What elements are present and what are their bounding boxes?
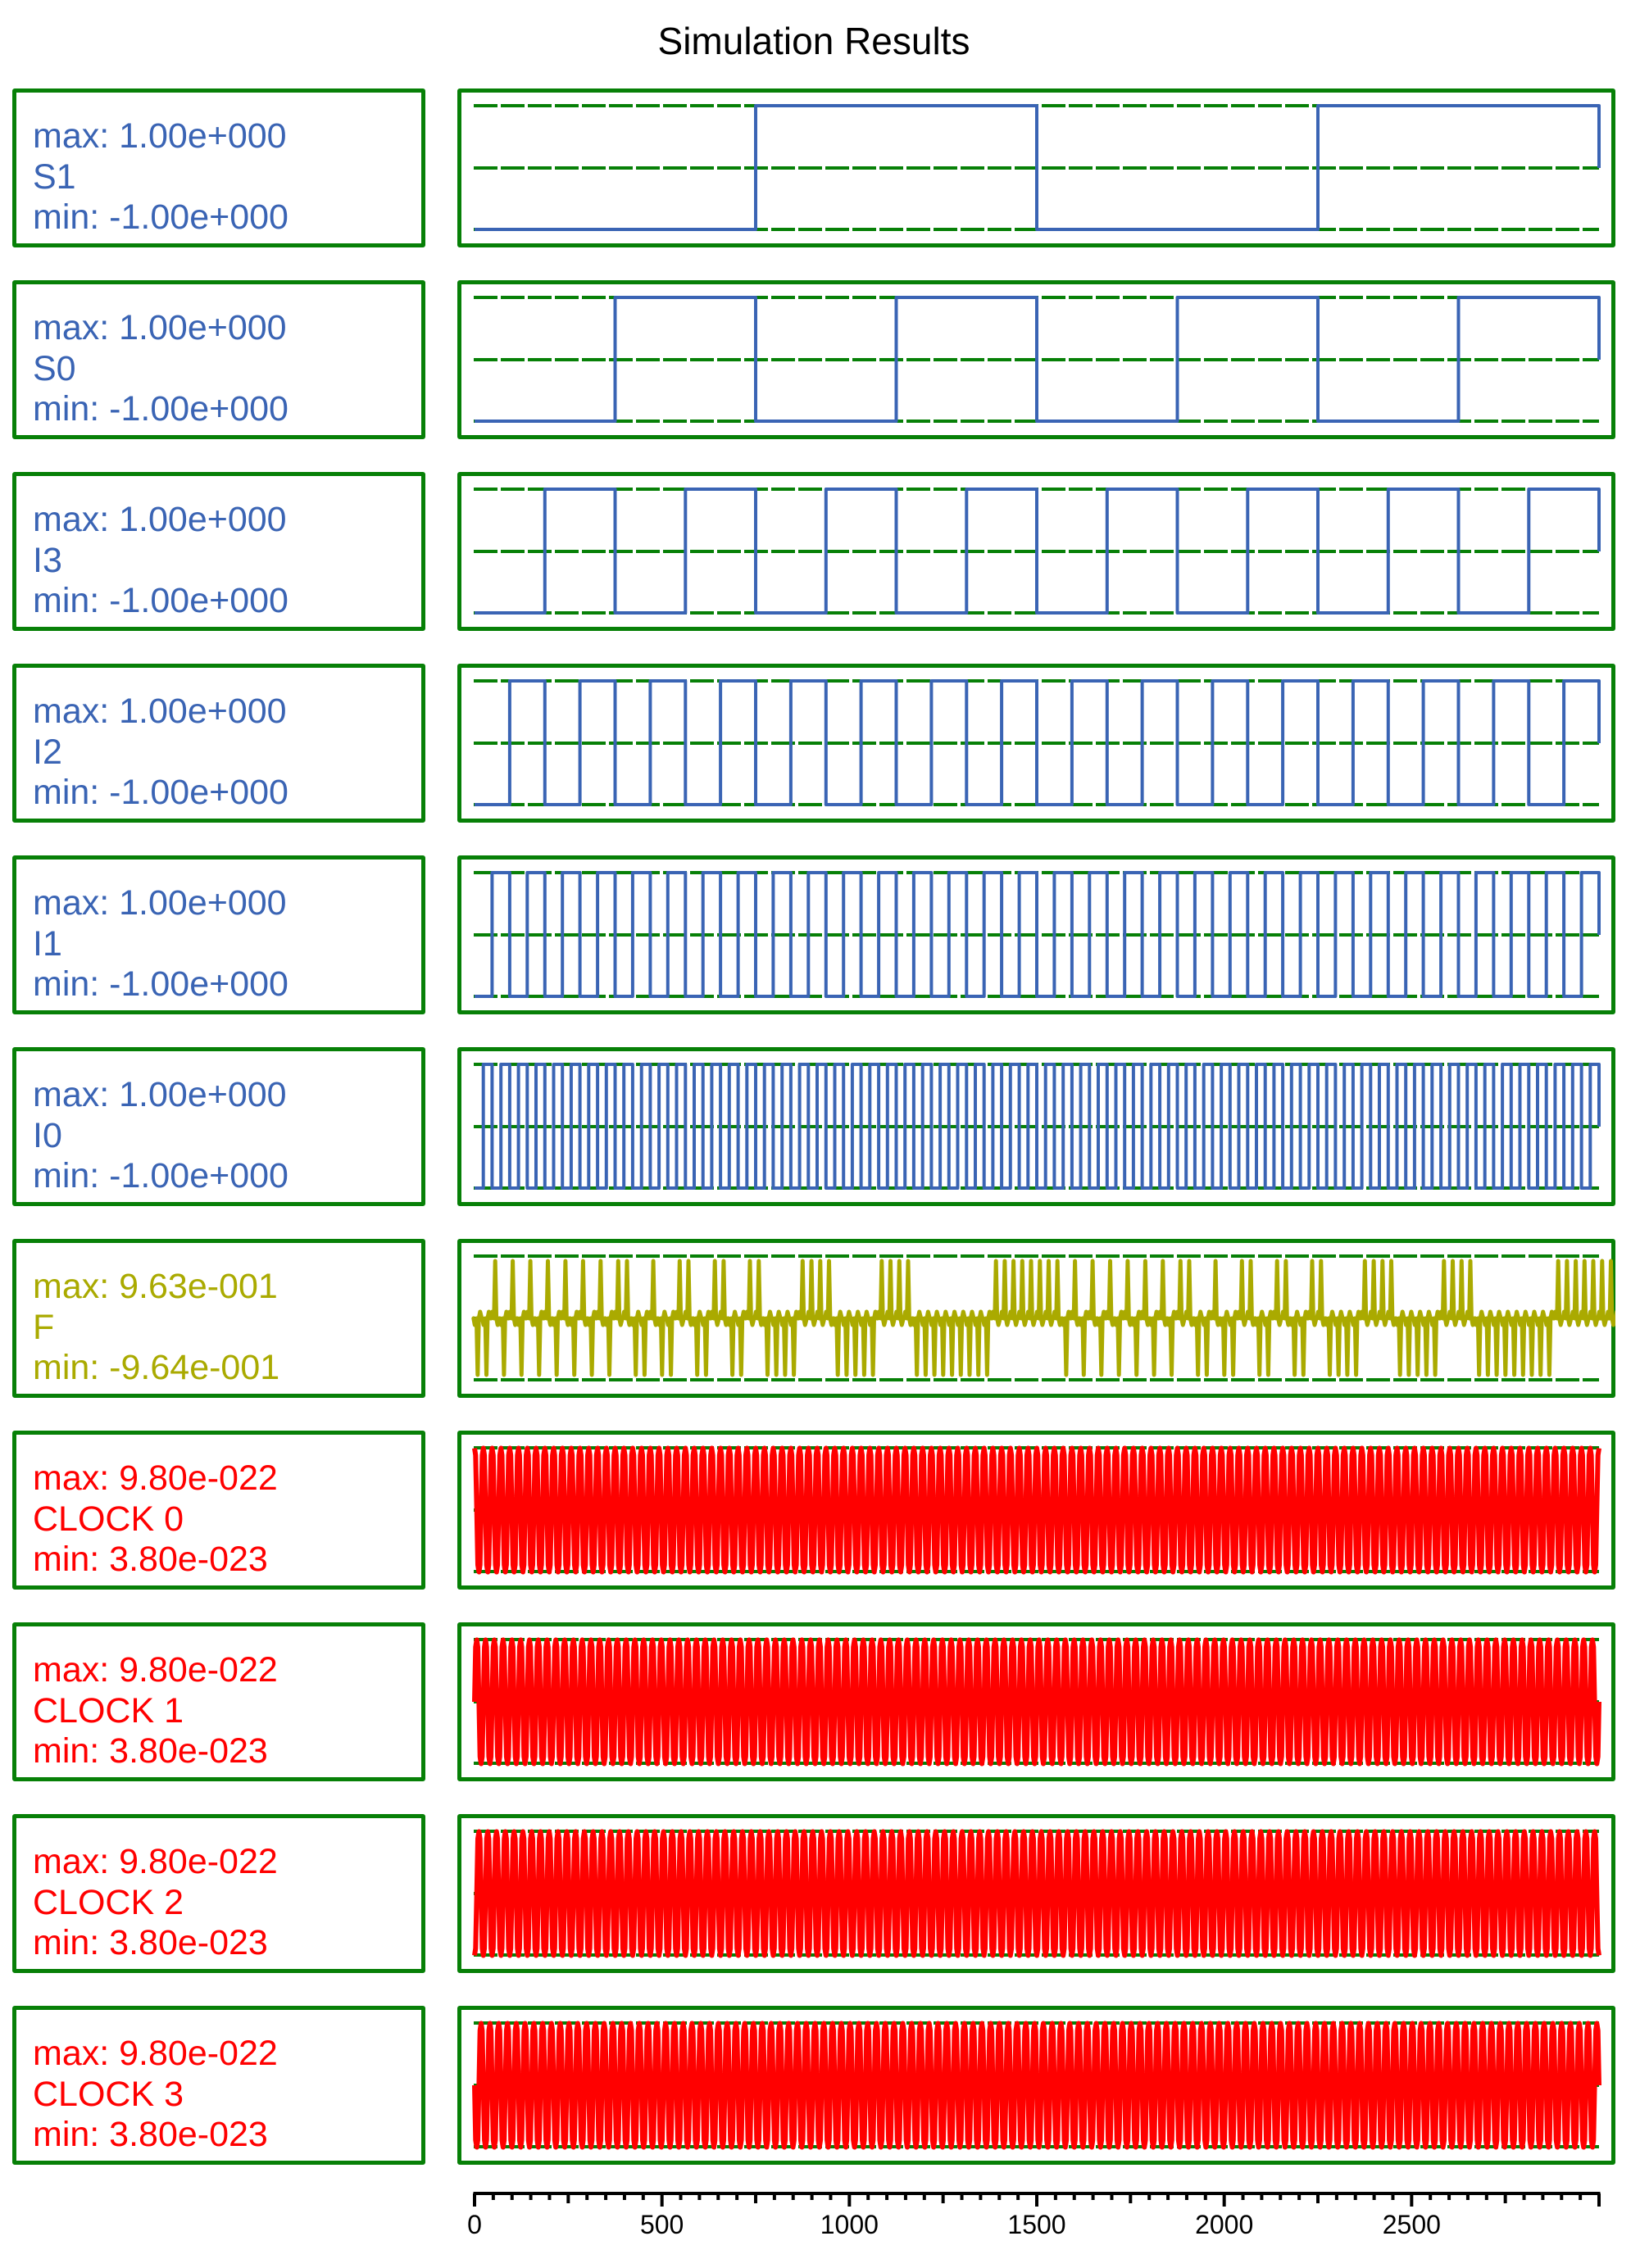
trace-panel-i0 <box>0 1047 1640 1206</box>
trace-plot <box>457 1047 1615 1206</box>
trace-name-label: S0 <box>33 349 76 388</box>
trace-max-label: max: 9.80e-022 <box>33 2034 278 2073</box>
trace-max-label: max: 1.00e+000 <box>33 692 287 731</box>
trace-panel-clock-3 <box>0 2006 1640 2165</box>
trace-waveform <box>475 2024 1599 2148</box>
trace-max-label: max: 9.63e-001 <box>33 1267 278 1306</box>
trace-panel-i1 <box>0 855 1640 1014</box>
trace-max-label: max: 9.80e-022 <box>33 1650 278 1690</box>
trace-max-label: max: 1.00e+000 <box>33 308 287 347</box>
trace-max-label: max: 9.80e-022 <box>33 1842 278 1881</box>
trace-name-label: I2 <box>33 733 62 772</box>
trace-plot <box>457 472 1615 631</box>
trace-plot <box>457 2006 1615 2165</box>
trace-plot-area <box>457 1814 1615 1973</box>
trace-label-box <box>12 88 425 247</box>
trace-min-label: min: 3.80e-023 <box>33 1923 268 1962</box>
x-tick-label: 0 <box>467 2210 482 2239</box>
trace-panel-s1 <box>0 88 1640 247</box>
trace-panel-s0 <box>0 280 1640 439</box>
trace-label-box <box>12 664 425 823</box>
trace-min-label: min: 3.80e-023 <box>33 2115 268 2154</box>
trace-name-label: CLOCK 2 <box>33 1883 184 1922</box>
trace-waveform <box>475 1449 1599 1572</box>
trace-panel-i3 <box>0 472 1640 631</box>
trace-panel-clock-0 <box>0 1431 1640 1590</box>
trace-label-box <box>12 280 425 439</box>
trace-plot <box>457 664 1615 823</box>
trace-max-label: max: 1.00e+000 <box>33 1075 287 1114</box>
trace-name-label: I0 <box>33 1116 62 1155</box>
x-tick-label: 1500 <box>1007 2210 1066 2239</box>
trace-label-box <box>12 1047 425 1206</box>
trace-max-label: max: 9.80e-022 <box>33 1458 278 1498</box>
trace-min-label: min: -1.00e+000 <box>33 1156 288 1195</box>
trace-panel-clock-1 <box>0 1622 1640 1781</box>
trace-plot-area <box>457 472 1615 631</box>
trace-plot-area <box>457 280 1615 439</box>
trace-panel-clock-2 <box>0 1814 1640 1973</box>
trace-min-label: min: 3.80e-023 <box>33 1540 268 1579</box>
trace-plot-area <box>457 1047 1615 1206</box>
trace-plot-area <box>457 1622 1615 1781</box>
trace-min-label: min: -1.00e+000 <box>33 197 288 237</box>
trace-plot <box>457 855 1615 1014</box>
trace-panel-i2 <box>0 664 1640 823</box>
trace-plot <box>457 1431 1615 1590</box>
trace-plot <box>457 1239 1615 1398</box>
chart-title: Simulation Results <box>657 20 970 62</box>
trace-min-label: min: -1.00e+000 <box>33 773 288 812</box>
trace-plot-area <box>457 664 1615 823</box>
x-tick-label: 500 <box>639 2210 684 2239</box>
trace-min-label: min: -9.64e-001 <box>33 1348 280 1387</box>
x-tick-label: 2000 <box>1195 2210 1254 2239</box>
trace-label-box <box>12 855 425 1014</box>
trace-label-box <box>12 1814 425 1973</box>
trace-max-label: max: 1.00e+000 <box>33 500 287 539</box>
trace-plot <box>457 1814 1615 1973</box>
trace-name-label: F <box>33 1308 55 1347</box>
trace-min-label: min: 3.80e-023 <box>33 1731 268 1771</box>
trace-plot <box>457 280 1615 439</box>
trace-name-label: CLOCK 1 <box>33 1691 184 1730</box>
trace-plot-area <box>457 2006 1615 2165</box>
trace-label-box <box>12 1622 425 1781</box>
trace-label-box <box>12 472 425 631</box>
trace-waveform <box>475 1832 1599 1956</box>
trace-max-label: max: 1.00e+000 <box>33 883 287 923</box>
trace-label-box <box>12 1431 425 1590</box>
x-tick-label: 2500 <box>1382 2210 1441 2239</box>
trace-waveform <box>474 1261 1615 1375</box>
x-axis-ticks <box>0 2180 1640 2212</box>
trace-name-label: I3 <box>33 541 62 580</box>
trace-plot-area <box>457 1239 1615 1398</box>
trace-min-label: min: -1.00e+000 <box>33 581 288 620</box>
trace-plot-area <box>457 1431 1615 1590</box>
x-tick-label: 1000 <box>820 2210 879 2239</box>
trace-min-label: min: -1.00e+000 <box>33 389 288 429</box>
trace-waveform <box>475 1640 1599 1764</box>
trace-name-label: CLOCK 0 <box>33 1499 184 1539</box>
trace-name-label: CLOCK 3 <box>33 2075 184 2114</box>
trace-name-label: S1 <box>33 157 76 197</box>
trace-plot <box>457 88 1615 247</box>
trace-panel-f <box>0 1239 1640 1398</box>
trace-plot-area <box>457 88 1615 247</box>
trace-label-box <box>12 2006 425 2165</box>
trace-plot <box>457 1622 1615 1781</box>
trace-plot-area <box>457 855 1615 1014</box>
trace-max-label: max: 1.00e+000 <box>33 116 287 156</box>
trace-label-box <box>12 1239 425 1398</box>
trace-min-label: min: -1.00e+000 <box>33 964 288 1004</box>
trace-name-label: I1 <box>33 924 62 964</box>
